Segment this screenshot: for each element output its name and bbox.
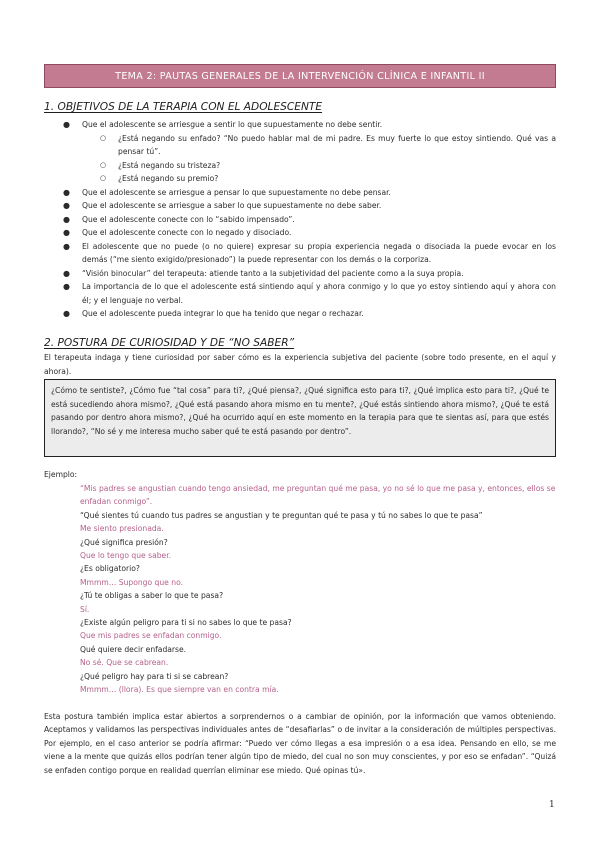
dialog-line: Sí. xyxy=(80,604,90,614)
dialog-line: ¿Qué significa presión? xyxy=(80,537,168,547)
dialog-line: “Qué sientes tú cuando tus padres se angustian y te preguntan qué te pasa y tú no sabes lo que te pasa” xyxy=(80,510,483,520)
bullet-icon: ● xyxy=(63,241,70,251)
bullet-icon: ● xyxy=(63,228,70,237)
list-item: ● Que el adolescente se arriesgue a saber lo que supuestamente no debe saber. xyxy=(60,199,556,213)
objectives-list xyxy=(60,118,556,321)
page-number: 1 xyxy=(549,800,555,810)
dialog-line: “Mis padres se angustian cuando tengo ansiedad, me preguntan qué me pasa, yo no sé lo que me pasa y, entonces, ellos se enfadan conmigo”. xyxy=(80,484,556,507)
dialog-line: No sé. Que se cabrean. xyxy=(80,658,169,668)
page-title: TEMA 2: PAUTAS GENERALES DE LA INTERVENCIÓN CLÍNICA E INFANTIL II xyxy=(44,64,556,88)
circle-bullet-icon: ○ xyxy=(100,133,107,142)
list-item: ● El adolescente que no puede (o no quiere) expresar su propia experiencia negada o disociada la puede evocar en los demás (“me siento exigido/presionado”) la puede representar con los demás o la corporiza. xyxy=(63,241,556,264)
list-item: ● La importancia de lo que el adolescente está sintiendo aquí y ahora conmigo y lo que yo estoy sintiendo aquí y ahora con él; y el lenguaje no verbal. xyxy=(63,282,556,305)
questions-box: ¿Cómo te sentiste?, ¿Cómo fue “tal cosa” para ti?, ¿Qué piensa?, ¿Qué significa esto para ti?, ¿Qué implica esto para ti?, ¿Qué te está sucediendo ahora mismo?, ¿Qué está pasando ahora mismo en tu mente?, ¿Qué estás sintiendo ahora mismo?, ¿Qué te está pasando por dentro ahora mismo?, ¿Qué ha ocurrido aquí en este momento en la terapia para que te sientas así, para que estés llorando?, “No sé y me interesa mucho saber qué te está pasando por dentro”. xyxy=(44,379,556,457)
bullet-icon: ● xyxy=(63,268,70,278)
sub-list-item: ○ ¿Está negando su tristeza? xyxy=(60,159,556,173)
list-item: ● Que el adolescente se arriesgue a sentir lo que supuestamente no debe sentir. xyxy=(60,118,556,132)
dialog-line: ¿Es obligatorio? xyxy=(80,564,140,574)
closing-paragraph: Esta postura también implica estar abiertos a sorprendernos o a cambiar de opinión, por la información que vamos obteniendo. Aceptamos y validamos las perspectivas individuales antes de “desafiarlas” o de invitar a la consideración de múltiples perspectivas. Por ejemplo, en el caso anterior se podría afirmar: “Puedo ver cómo llegas a esa impresión o a esa idea. Pensando en ello, se me viene a la mente que quizás ellos podrían tener algún tipo de miedo, del cual no son muy conscientes, y por eso se enfadan”. “Quizá se enfaden contigo porque en realidad querrían eliminar ese miedo. Qué opinas tú». xyxy=(44,712,556,775)
section-1-heading: 1. OBJETIVOS DE LA TERAPIA CON EL ADOLESCENTE xyxy=(44,101,323,113)
dialog-line: ¿Existe algún peligro para ti si no sabes lo que te pasa? xyxy=(80,618,292,628)
bullet-icon: ● xyxy=(63,309,70,318)
list-item: ● “Visión binocular” del terapeuta: atiende tanto a la subjetividad del paciente como a la suya propia. xyxy=(60,267,556,281)
example-label: Ejemplo: xyxy=(44,470,78,479)
circle-bullet-icon: ○ xyxy=(100,160,107,169)
dialog-line: ¿Tú te obligas a saber lo que te pasa? xyxy=(80,591,224,601)
bullet-icon: ● xyxy=(63,282,70,291)
sub-list-item: ○ ¿Está negando su premio? xyxy=(60,172,556,186)
section-2-intro: El terapeuta indaga y tiene curiosidad por saber cómo es la experiencia subjetiva del paciente (sobre todo presente, en el aquí y ahora). xyxy=(44,353,556,376)
list-item: ● Que el adolescente pueda integrar lo que ha tenido que negar o rechazar. xyxy=(60,307,556,321)
list-item: ● Que el adolescente conecte con lo negado y disociado. xyxy=(60,226,556,240)
dialog-line: Que lo tengo que saber. xyxy=(80,551,172,561)
sub-list-item: ○ ¿Está negando su enfado? “No puedo hablar mal de mi padre. Es muy fuerte lo que estoy sintiendo. Qué vas a pensar tú”. xyxy=(100,133,556,156)
dialog-line: ¿Qué peligro hay para ti si se cabrean? xyxy=(80,671,229,681)
list-item: ● Que el adolescente se arriesgue a pensar lo que supuestamente no debe pensar. xyxy=(60,186,556,200)
section-2-heading: 2. POSTURA DE CURIOSIDAD Y DE “NO SABER” xyxy=(44,337,295,349)
dialog-line: Mmmm… (llora). Es que siempre van en contra mía. xyxy=(80,685,279,695)
dialog-line: Me siento presionada. xyxy=(80,524,164,534)
bullet-icon: ● xyxy=(63,214,70,224)
bullet-icon: ● xyxy=(63,120,70,129)
list-item: ● Que el adolescente conecte con lo “sabido impensado”. xyxy=(60,213,556,227)
dialog-line: Que mis padres se enfadan conmigo. xyxy=(80,631,222,641)
dialog-line: Mmmm… Supongo que no. xyxy=(80,577,184,587)
bullet-icon: ● xyxy=(63,201,70,210)
dialog-line: Qué quiere decir enfadarse. xyxy=(80,644,187,654)
example-dialog xyxy=(80,482,556,697)
circle-bullet-icon: ○ xyxy=(100,174,107,182)
bullet-icon: ● xyxy=(63,187,70,197)
